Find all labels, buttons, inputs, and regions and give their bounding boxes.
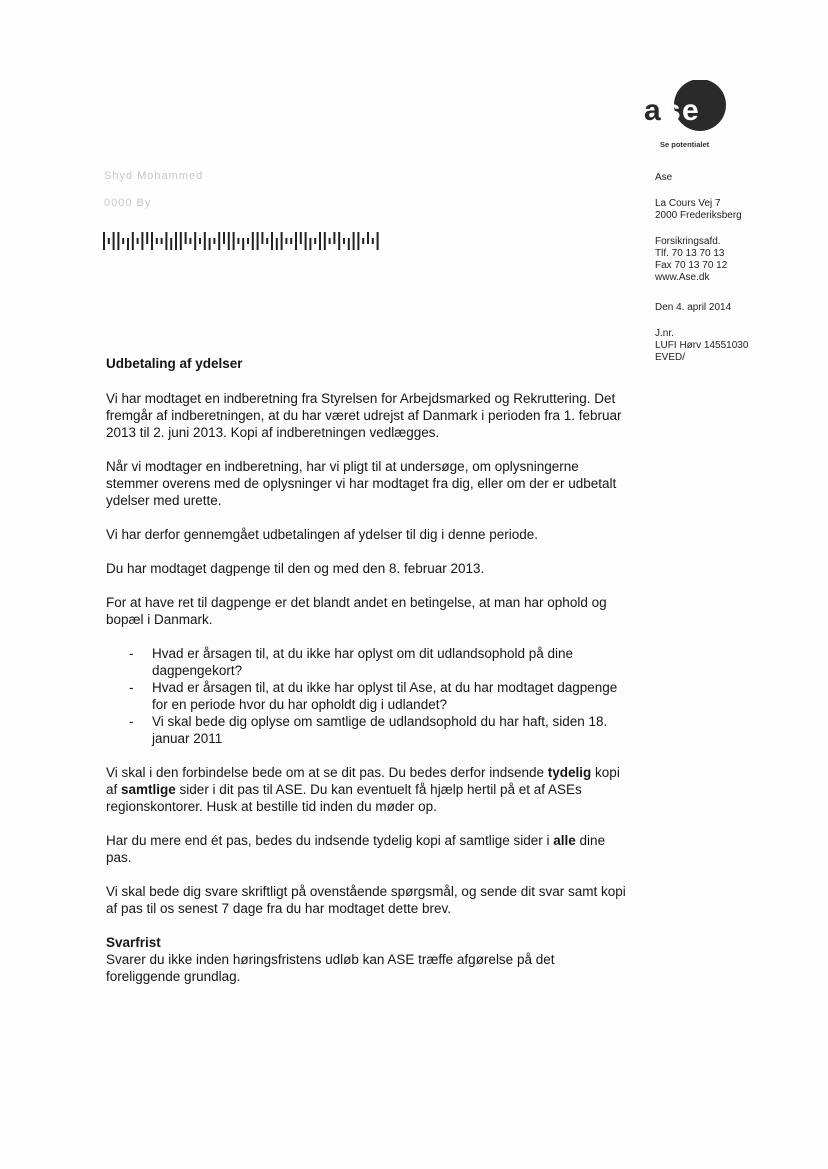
- sender-name: Ase: [655, 172, 673, 183]
- barcode-bar: [137, 238, 139, 244]
- barcode-bar: [237, 238, 239, 244]
- list-item: - Hvad er årsagen til, at du ikke har oplyst til Ase, at du har modtaget dagpenge for en periode hvor du har opholdt dig i udlandet?: [106, 679, 626, 713]
- deadline-text: Svarer du ikke inden høringsfristens udløb kan ASE træffe afgørelse på det foreliggende grundlag.: [106, 952, 555, 984]
- barcode-bar: [122, 238, 124, 244]
- barcode-bar: [180, 232, 182, 250]
- paragraph-8: Vi skal bede dig svare skriftligt på ovenstående spørgsmål, og sende dit svar samt kopi af pas til os senest 7 dage fra du har modtaget dette brev.: [106, 884, 626, 916]
- barcode-bar: [199, 238, 201, 244]
- barcode-bar: [194, 232, 196, 250]
- barcode-bar: [271, 232, 273, 250]
- letter-heading: Udbetaling af ydelser: [106, 356, 243, 371]
- barcode-bar: [257, 232, 259, 250]
- list-item: - Vi skal bede dig oplyse om samtlige de udlandsophold du har haft, siden 18. januar 2011: [106, 713, 626, 747]
- paragraph-5: For at have ret til dagpenge er det blandt andet en betingelse, at man har ophold og bopæl i Danmark.: [106, 595, 607, 627]
- barcode-bar: [362, 238, 364, 244]
- barcode-bar: [329, 238, 331, 244]
- letter-body: [106, 355, 626, 1002]
- deadline-title: Svarfrist: [106, 935, 161, 950]
- barcode-bar: [108, 238, 110, 244]
- barcode-bar: [338, 232, 340, 250]
- sender-street: La Cours Vej 7: [655, 198, 721, 209]
- reference-1: LUFI Hørv 14551030: [655, 340, 749, 351]
- postal-barcode: [103, 232, 379, 250]
- barcode-bar: [233, 232, 235, 250]
- barcode-bar: [228, 232, 230, 250]
- barcode-bar: [113, 232, 115, 250]
- barcode-bar: [132, 232, 134, 250]
- list-item: - Hvad er årsagen til, at du ikke har oplyst om dit udlandsophold på dine dagpengekort?: [106, 645, 626, 679]
- sender-city: 2000 Frederiksberg: [655, 210, 742, 221]
- barcode-bar: [290, 238, 292, 244]
- barcode-bar: [372, 238, 374, 244]
- barcode-bar: [357, 232, 359, 250]
- barcode-bar: [213, 238, 215, 244]
- barcode-bar: [281, 232, 283, 250]
- barcode-bar: [285, 238, 287, 244]
- sender-phone: Tlf. 70 13 70 13: [655, 248, 725, 259]
- barcode-bar: [348, 238, 350, 250]
- barcode-bar: [319, 232, 321, 250]
- barcode-bar: [305, 232, 307, 250]
- barcode-bar: [141, 232, 143, 250]
- barcode-bar: [247, 238, 249, 244]
- barcode-bar: [242, 238, 244, 250]
- barcode-bar: [276, 238, 278, 250]
- barcode-bar: [218, 232, 220, 250]
- paragraph-1: Vi har modtaget en indberetning fra Styrelsen for Arbejdsmarked og Rekruttering. Det fremgår af indberetningen, at du har været udrejst af Danmark i perioden fra 1. februar 2013 til 2. juni 2013. Kopi af indberetningen vedlægges.: [106, 391, 622, 440]
- letter-date: Den 4. april 2014: [655, 302, 732, 313]
- barcode-bar: [314, 238, 316, 244]
- barcode-bar: [161, 238, 163, 244]
- journal-number: J.nr.: [655, 328, 674, 339]
- barcode-bar: [175, 232, 177, 250]
- barcode-bar: [353, 232, 355, 250]
- barcode-bar: [204, 232, 206, 250]
- barcode-bar: [252, 232, 254, 250]
- barcode-bar: [266, 238, 268, 244]
- barcode-bar: [189, 238, 191, 244]
- barcode-bar: [377, 232, 379, 250]
- barcode-bar: [185, 232, 187, 244]
- sender-dept: Forsikringsafd.: [655, 236, 721, 247]
- paragraph-2: Når vi modtager en indberetning, har vi pligt til at undersøge, om oplysningerne stemmer overens med de oplysninger vi har modtaget fra dig, eller om der er udbetalt ydelser med urette.: [106, 459, 617, 508]
- svg-text:a: a: [644, 94, 661, 127]
- barcode-bar: [103, 232, 105, 250]
- sender-info: [655, 172, 795, 364]
- barcode-bar: [170, 238, 172, 250]
- svg-text:e: e: [682, 94, 699, 127]
- barcode-bar: [165, 232, 167, 250]
- question-list: [106, 645, 626, 747]
- barcode-bar: [156, 238, 158, 244]
- paragraph-7: Har du mere end ét pas, bedes du indsende tydelig kopi af samtlige sider i alle dine pas.: [106, 833, 606, 865]
- recipient-name: Shyd Mohammed: [104, 170, 204, 182]
- barcode-bar: [151, 232, 153, 250]
- barcode-bar: [324, 232, 326, 250]
- barcode-bar: [127, 238, 129, 250]
- paragraph-4: Du har modtaget dagpenge til den og med den 8. februar 2013.: [106, 561, 485, 576]
- barcode-bar: [261, 232, 263, 244]
- barcode-bar: [223, 232, 225, 244]
- barcode-bar: [309, 238, 311, 250]
- barcode-bar: [295, 232, 297, 250]
- logo-tagline: Se potentialet: [660, 140, 710, 149]
- paragraph-6: Vi skal i den forbindelse bede om at se dit pas. Du bedes derfor indsende tydelig kopi af samtlige sider i dit pas til ASE. Du kan eventuelt få hjælp hertil på et af ASEs regionskontorer. Husk at bestille tid inden du møder op.: [106, 765, 620, 814]
- paragraph-3: Vi har derfor gennemgået udbetalingen af ydelser til dig i denne periode.: [106, 527, 539, 542]
- barcode-bar: [146, 232, 148, 244]
- sender-web: www.Ase.dk: [655, 272, 710, 283]
- barcode-bar: [117, 232, 119, 250]
- svg-text:s: s: [664, 94, 681, 127]
- barcode-bar: [343, 238, 345, 244]
- sender-fax: Fax 70 13 70 12: [655, 260, 728, 271]
- barcode-bar: [209, 238, 211, 250]
- recipient-city: 0000 By: [104, 197, 152, 209]
- barcode-bar: [300, 232, 302, 244]
- reference-2: EVED/: [655, 352, 686, 363]
- barcode-bar: [367, 232, 369, 244]
- barcode-bar: [333, 232, 335, 244]
